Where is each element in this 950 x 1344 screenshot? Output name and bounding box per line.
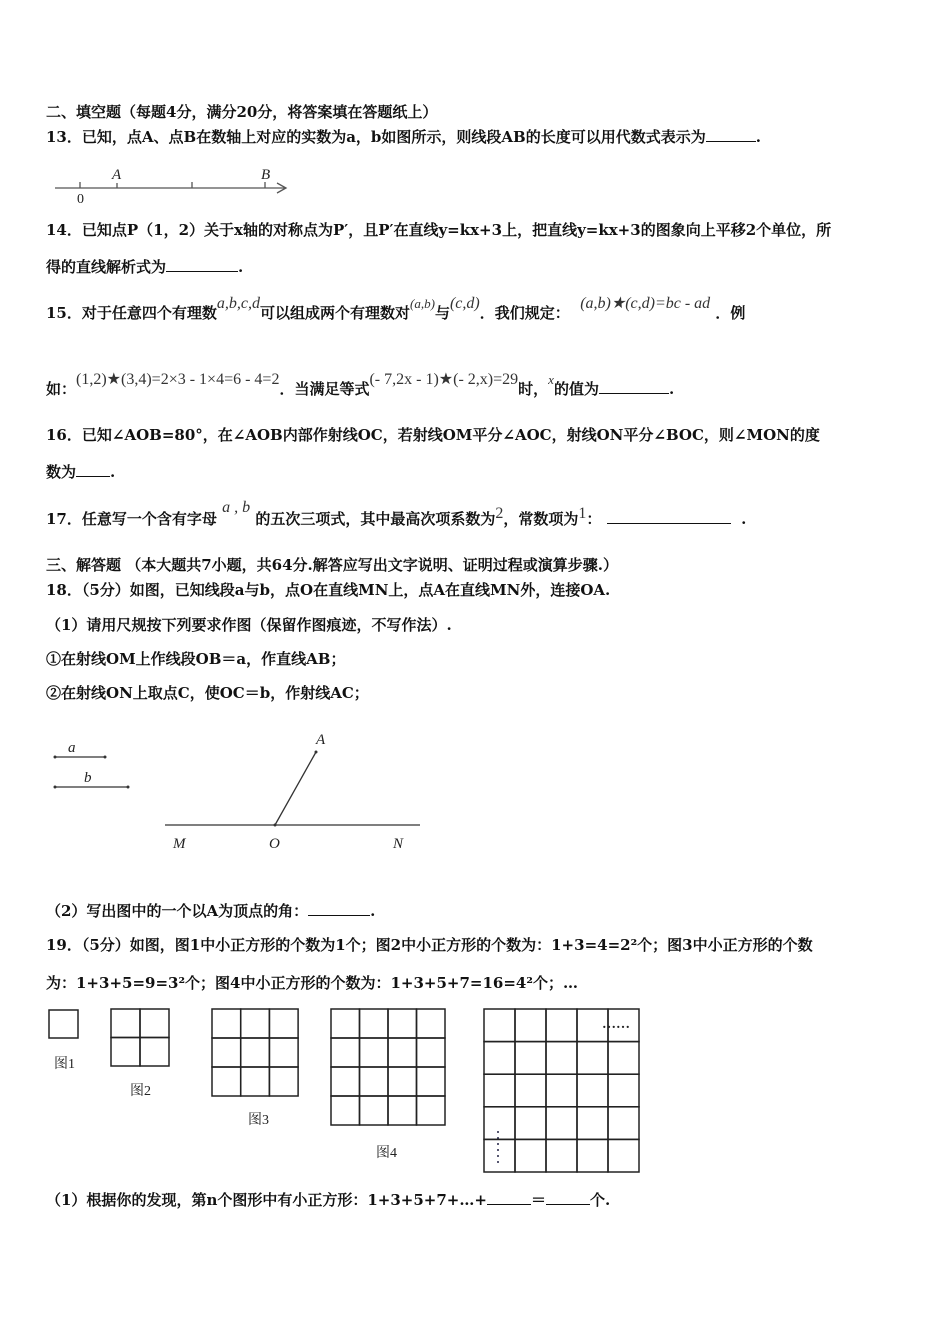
grid-square bbox=[546, 1107, 577, 1140]
grid-square bbox=[140, 1038, 169, 1067]
vertical-ellipsis bbox=[497, 1131, 499, 1163]
math-1: 1 bbox=[578, 505, 587, 522]
grid-square bbox=[484, 1009, 515, 1042]
grid-square bbox=[608, 1042, 639, 1075]
period: . bbox=[110, 463, 116, 481]
grid-square bbox=[241, 1009, 270, 1038]
grid-square bbox=[140, 1009, 169, 1038]
label-A: A bbox=[316, 732, 326, 748]
grid-square bbox=[331, 1067, 360, 1096]
q15-text: 时， bbox=[518, 380, 549, 398]
grid-square bbox=[515, 1042, 546, 1075]
q19-line1: 19．（5分）如图，图1中小正方形的个数为1个；图2中小正方形的个数为：1+3=4=2²个；图3中小正方形的个数 bbox=[46, 936, 813, 954]
section2-title: 二、填空题（每题4分，满分20分，将答案填在答题纸上） bbox=[46, 103, 438, 121]
q17-text: ，常数项为 bbox=[503, 510, 579, 528]
segment-oa bbox=[275, 752, 316, 825]
grid-square bbox=[111, 1038, 140, 1067]
grid-square bbox=[515, 1139, 546, 1172]
grid-square bbox=[515, 1074, 546, 1107]
period: . bbox=[668, 380, 675, 398]
grid-square bbox=[360, 1038, 389, 1067]
math-ab: a , b bbox=[222, 499, 251, 516]
grid-square bbox=[515, 1107, 546, 1140]
grid-square bbox=[360, 1096, 389, 1125]
grid-square bbox=[546, 1139, 577, 1172]
grid-square bbox=[269, 1009, 298, 1038]
grid-square bbox=[546, 1042, 577, 1075]
q14-text: 得的直线解析式为 bbox=[46, 258, 167, 276]
grid-square bbox=[388, 1096, 417, 1125]
grid-square bbox=[212, 1009, 241, 1038]
q18-figure bbox=[55, 752, 420, 825]
label-b: b bbox=[84, 770, 92, 786]
period: . bbox=[238, 258, 244, 276]
grid-square bbox=[608, 1107, 639, 1140]
q13-text: 13．已知，点A、点B在数轴上对应的实数为a，b如图所示，则线段AB的长度可以用代数式表示为 bbox=[46, 128, 706, 146]
grid-square bbox=[577, 1074, 608, 1107]
grid-square bbox=[417, 1096, 446, 1125]
grid-square bbox=[484, 1107, 515, 1140]
math-equation: (- 7,2x - 1)★(- 2,x)=29 bbox=[369, 371, 519, 388]
q15-text: 可以组成两个有理数对 bbox=[260, 304, 411, 322]
q19-text: ＝ bbox=[530, 1191, 546, 1209]
grid-square bbox=[417, 1067, 446, 1096]
grid-square bbox=[484, 1042, 515, 1075]
q17-text: ： bbox=[586, 510, 602, 528]
label-M: M bbox=[173, 836, 186, 852]
grid-square bbox=[269, 1067, 298, 1096]
q18-text: （2）写出图中的一个以A为顶点的角： bbox=[46, 902, 309, 920]
label-N: N bbox=[393, 836, 404, 852]
math-rule: (a,b)★(c,d)=bc - ad bbox=[580, 295, 711, 312]
label-zero: 0 bbox=[77, 192, 84, 207]
grid-square bbox=[577, 1139, 608, 1172]
number-line-figure bbox=[55, 182, 286, 193]
grid-square bbox=[417, 1009, 446, 1038]
horizontal-ellipsis: …… bbox=[602, 1017, 630, 1032]
q15-text: 与 bbox=[434, 304, 450, 322]
grid-square bbox=[360, 1009, 389, 1038]
grid-square bbox=[388, 1067, 417, 1096]
fig4-caption: 图4 bbox=[376, 1146, 397, 1161]
fig2-caption: 图2 bbox=[130, 1084, 151, 1099]
grid-square bbox=[546, 1074, 577, 1107]
grid-square bbox=[388, 1038, 417, 1067]
q15-text: ．例 bbox=[715, 304, 746, 322]
grid-square bbox=[241, 1067, 270, 1096]
grid-square bbox=[608, 1074, 639, 1107]
grid-square bbox=[212, 1038, 241, 1067]
section3-title: 三、解答题 （本大题共7小题，共64分.解答应写出文字说明、证明过程或演算步骤.） bbox=[46, 556, 618, 574]
grid-square bbox=[484, 1139, 515, 1172]
grid-square bbox=[417, 1038, 446, 1067]
grid-square bbox=[577, 1042, 608, 1075]
q18-text: 18．（5分）如图，已知线段a与b，点O在直线MN上，点A在直线MN外，连接OA. bbox=[46, 581, 611, 599]
q16-line1: 16．已知∠AOB=80°，在∠AOB内部作射线OC，若射线OM平分∠AOC，射线ON平分∠BOC，则∠MON的度 bbox=[46, 426, 820, 444]
math-2: 2 bbox=[495, 505, 504, 522]
q19-text: （1）根据你的发现，第n个图形中有小正方形：1+3+5+7+…+ bbox=[46, 1191, 487, 1209]
grid-square bbox=[111, 1009, 140, 1038]
grid-square bbox=[331, 1096, 360, 1125]
grid-square bbox=[608, 1139, 639, 1172]
period: . bbox=[370, 902, 376, 920]
grid-square bbox=[49, 1010, 78, 1038]
q15-text: 15．对于任意四个有理数 bbox=[46, 304, 217, 322]
math-abcd: a,b,c,d bbox=[216, 295, 260, 312]
fig1-caption: 图1 bbox=[54, 1057, 75, 1072]
math-x: x bbox=[548, 372, 554, 387]
grid-square bbox=[546, 1009, 577, 1042]
q15-text: 的值为 bbox=[553, 380, 599, 398]
label-a: a bbox=[68, 740, 76, 756]
q16-text: 数为 bbox=[46, 463, 77, 481]
grid-square bbox=[360, 1067, 389, 1096]
q15-text: 如： bbox=[46, 380, 77, 398]
math-cd: (c,d) bbox=[449, 295, 480, 312]
q15-text: ．当满足等式 bbox=[279, 380, 370, 398]
grid-square bbox=[388, 1009, 417, 1038]
grid-square bbox=[515, 1009, 546, 1042]
q14-line1: 14．已知点P（1，2）关于x轴的对称点为P′，且P′在直线y=kx+3上，把直线y=kx+3的图象向上平移2个单位，所 bbox=[46, 221, 832, 239]
q19-line2: 为：1+3+5=9=3²个；图4中小正方形的个数为：1+3+5+7=16=4²个；… bbox=[46, 974, 578, 992]
label-b: B bbox=[261, 167, 271, 183]
q18-step2: ②在射线ON上取点C，使OC＝b，作射线AC； bbox=[46, 684, 369, 702]
grid-square bbox=[331, 1038, 360, 1067]
math-example: (1,2)★(3,4)=2×3 - 1×4=6 - 4=2 bbox=[76, 371, 280, 388]
grid-square bbox=[212, 1067, 241, 1096]
label-a: A bbox=[112, 167, 122, 183]
q18-part1: （1）请用尺规按下列要求作图（保留作图痕迹，不写作法）. bbox=[46, 616, 452, 634]
period: . bbox=[755, 128, 761, 146]
grid-square bbox=[484, 1074, 515, 1107]
label-O: O bbox=[269, 836, 280, 852]
grid-square bbox=[241, 1038, 270, 1067]
grid-square bbox=[331, 1009, 360, 1038]
period: . bbox=[741, 510, 747, 528]
grid-square bbox=[577, 1107, 608, 1140]
q15-text: ．我们规定： bbox=[479, 304, 570, 322]
math-ab: (a,b) bbox=[410, 296, 435, 311]
q17-text: 17．任意写一个含有字母 bbox=[46, 510, 217, 528]
fig3-caption: 图3 bbox=[248, 1113, 269, 1128]
q17-text: 的五次三项式，其中最高次项系数为 bbox=[255, 510, 496, 528]
q19-text: 个. bbox=[589, 1191, 611, 1209]
q18-step1: ①在射线OM上作线段OB＝a，作直线AB； bbox=[46, 650, 346, 668]
grid-square bbox=[269, 1038, 298, 1067]
